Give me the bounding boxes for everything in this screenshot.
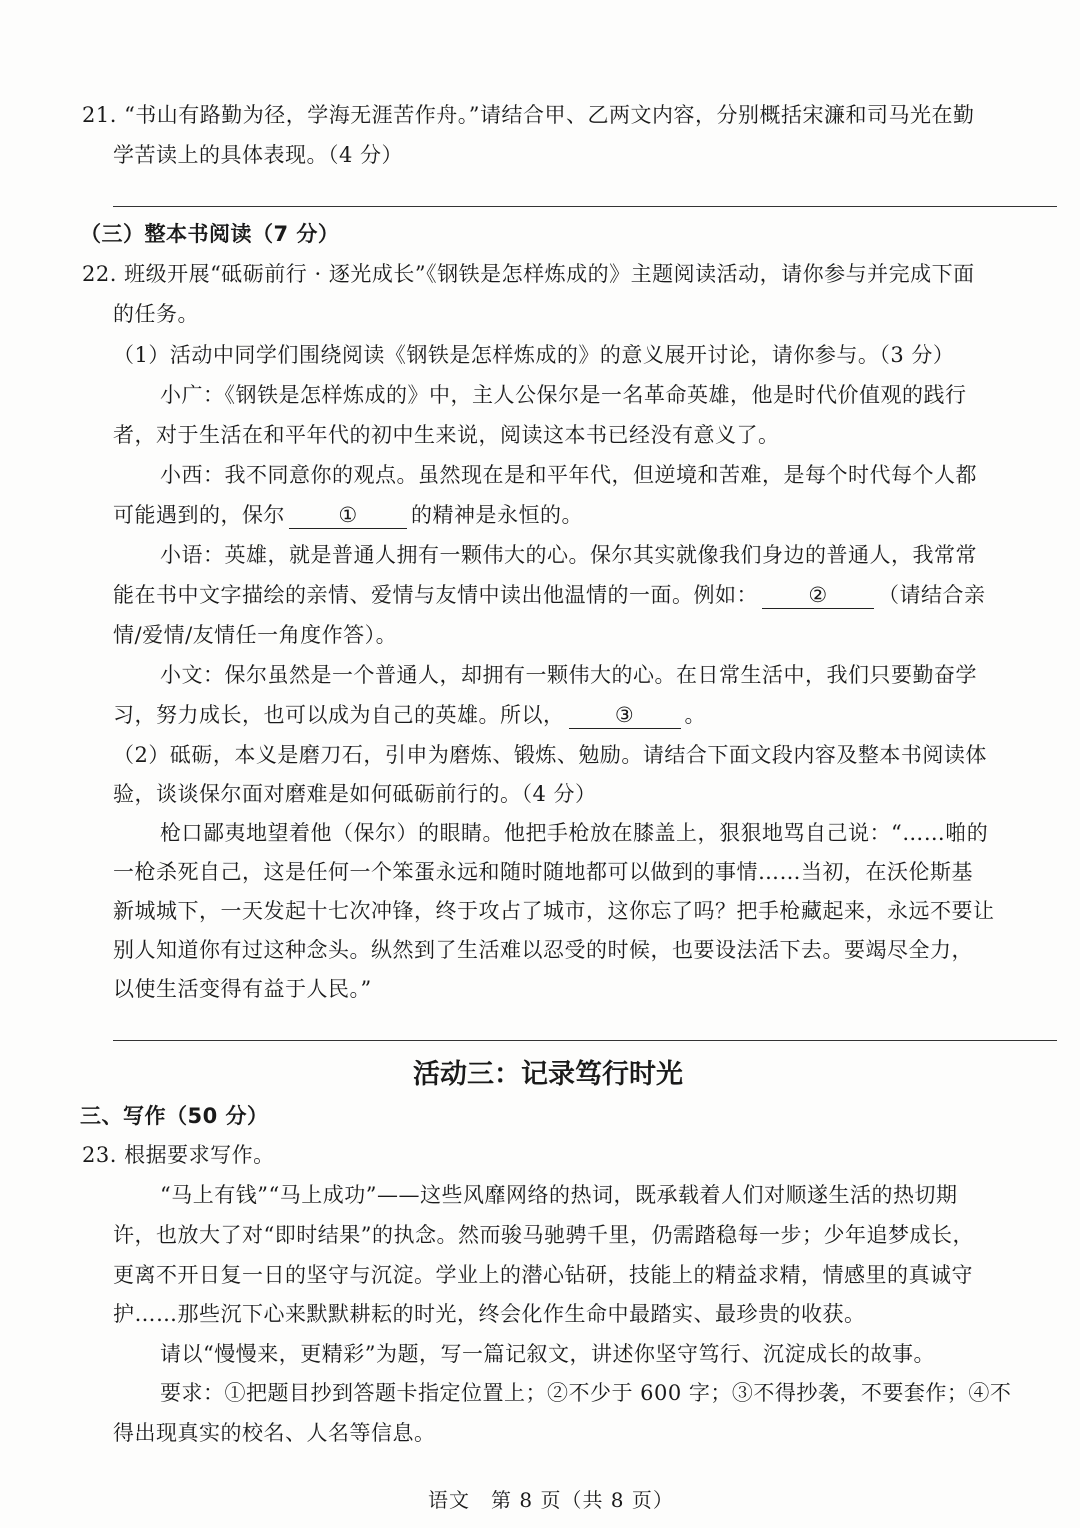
passage-line-1: 枪口鄙夷地望着他（保尔）的眼睛。他把手枪放在膝盖上，狠狠地骂自己说：“……啪的	[160, 821, 989, 845]
passage-line-3: 新城城下，一天发起十七次冲锋，终于攻占了城市，这你忘了吗？把手枪藏起来，永远不要让	[113, 899, 995, 923]
passage-line-2: 一枪杀死自己，这是任何一个笨蛋永远和随时随地都可以做到的事情……当初，在沃伦斯基	[113, 860, 973, 884]
writing-p1-line-3: 更离不开日复一日的坚守与沉淀。学业上的潜心钻研，技能上的精益求精，情感里的真诚守	[113, 1263, 973, 1287]
q22-sub2-line-1: （2）砥砺，本义是磨刀石，引申为磨炼、锻炼、勉励。请结合下面文段内容及整本书阅读体	[113, 743, 987, 767]
q22-line-1: 22. 班级开展“砥砺前行 · 逐光成长”《钢铁是怎样炼成的》主题阅读活动，请你参与并完成下面	[82, 262, 975, 286]
page-footer: 语文 第 8 页（共 8 页）	[428, 1488, 674, 1512]
xiaowen-line-2	[113, 700, 706, 730]
q23-line: 23. 根据要求写作。	[82, 1143, 275, 1167]
xiaoguang-line-1: 小广：《钢铁是怎样炼成的》中，主人公保尔是一名革命英雄，他是时代价值观的践行	[160, 383, 967, 407]
q22-sub2-line-2: 验，谈谈保尔面对磨难是如何砥砺前行的。（4 分）	[113, 782, 597, 806]
q22-line-2: 的任务。	[113, 302, 199, 326]
xiaoguang-line-2: 者，对于生活在和平年代的初中生来说，阅读这本书已经没有意义了。	[113, 423, 780, 447]
xiaoyu-line-1: 小语：英雄，就是普通人拥有一颗伟大的心。保尔其实就像我们身边的普通人，我常常	[160, 543, 977, 567]
writing-requirements-line-2: 得出现真实的校名、人名等信息。	[113, 1421, 436, 1445]
writing-p2: 请以“慢慢来，更精彩”为题，写一篇记叙文，讲述你坚守笃行、沉淀成长的故事。	[160, 1342, 935, 1366]
section-heading-writing: 三、写作（50 分）	[80, 1104, 269, 1128]
writing-p1-line-1: “马上有钱”“马上成功”——这些风靡网络的热词，既承载着人们对顺遂生活的热切期	[160, 1183, 958, 1207]
writing-p1-line-2: 许，也放大了对“即时结果”的执念。然而骏马驰骋千里，仍需踏稳每一步；少年追梦成长，	[113, 1223, 974, 1247]
q22-sub1: （1）活动中同学们围绕阅读《钢铁是怎样炼成的》的意义展开讨论，请你参与。（3 分）	[113, 343, 955, 367]
xiaowen-text-before-blank: 习，努力成长，也可以成为自己的英雄。所以，	[113, 703, 565, 727]
xiaoxi-line-1: 小西：我不同意你的观点。虽然现在是和平年代，但逆境和苦难，是每个时代每个人都	[160, 463, 977, 487]
xiaoxi-line-2	[113, 500, 583, 530]
blank-3[interactable]: ③	[569, 702, 681, 729]
xiaoyu-text-before-blank: 能在书中文字描绘的亲情、爱情与友情中读出他温情的一面。例如：	[113, 583, 758, 607]
section-heading-whole-book-reading: （三）整本书阅读（7 分）	[80, 222, 340, 246]
xiaowen-line-1: 小文：保尔虽然是一个普通人，却拥有一颗伟大的心。在日常生活中，我们只要勤奋学	[160, 663, 977, 687]
blank-1[interactable]: ①	[289, 502, 407, 529]
passage-line-4: 别人知道你有过这种念头。纵然到了生活难以忍受的时候，也要设法活下去。要竭尽全力，	[113, 938, 973, 962]
q21-line-2: 学苦读上的具体表现。（4 分）	[113, 143, 404, 167]
answer-line-q22	[113, 1040, 1057, 1041]
xiaoxi-text-before-blank: 可能遇到的，保尔	[113, 503, 285, 527]
activity-title: 活动三：记录笃行时光	[413, 1059, 683, 1090]
writing-p1-line-4: 护……那些沉下心来默默耕耘的时光，终会化作生命中最踏实、最珍贵的收获。	[113, 1302, 866, 1326]
xiaoyu-text-after-blank: （请结合亲	[878, 583, 986, 607]
xiaoxi-text-after-blank: 的精神是永恒的。	[411, 503, 583, 527]
writing-requirements-line-1: 要求：①把题目抄到答题卡指定位置上；②不少于 600 字；③不得抄袭，不要套作；④不	[160, 1381, 1012, 1405]
blank-2[interactable]: ②	[762, 582, 874, 609]
xiaowen-text-after-blank: 。	[684, 703, 706, 727]
answer-line-q21	[113, 206, 1057, 207]
xiaoyu-line-2	[113, 580, 986, 610]
passage-line-5: 以使生活变得有益于人民。”	[113, 977, 372, 1001]
q21-line-1: 21. “书山有路勤为径，学海无涯苦作舟。”请结合甲、乙两文内容，分别概括宋濂和司马光在勤	[82, 103, 975, 127]
xiaoyu-line-3: 情/爱情/友情任一角度作答）。	[113, 623, 398, 647]
